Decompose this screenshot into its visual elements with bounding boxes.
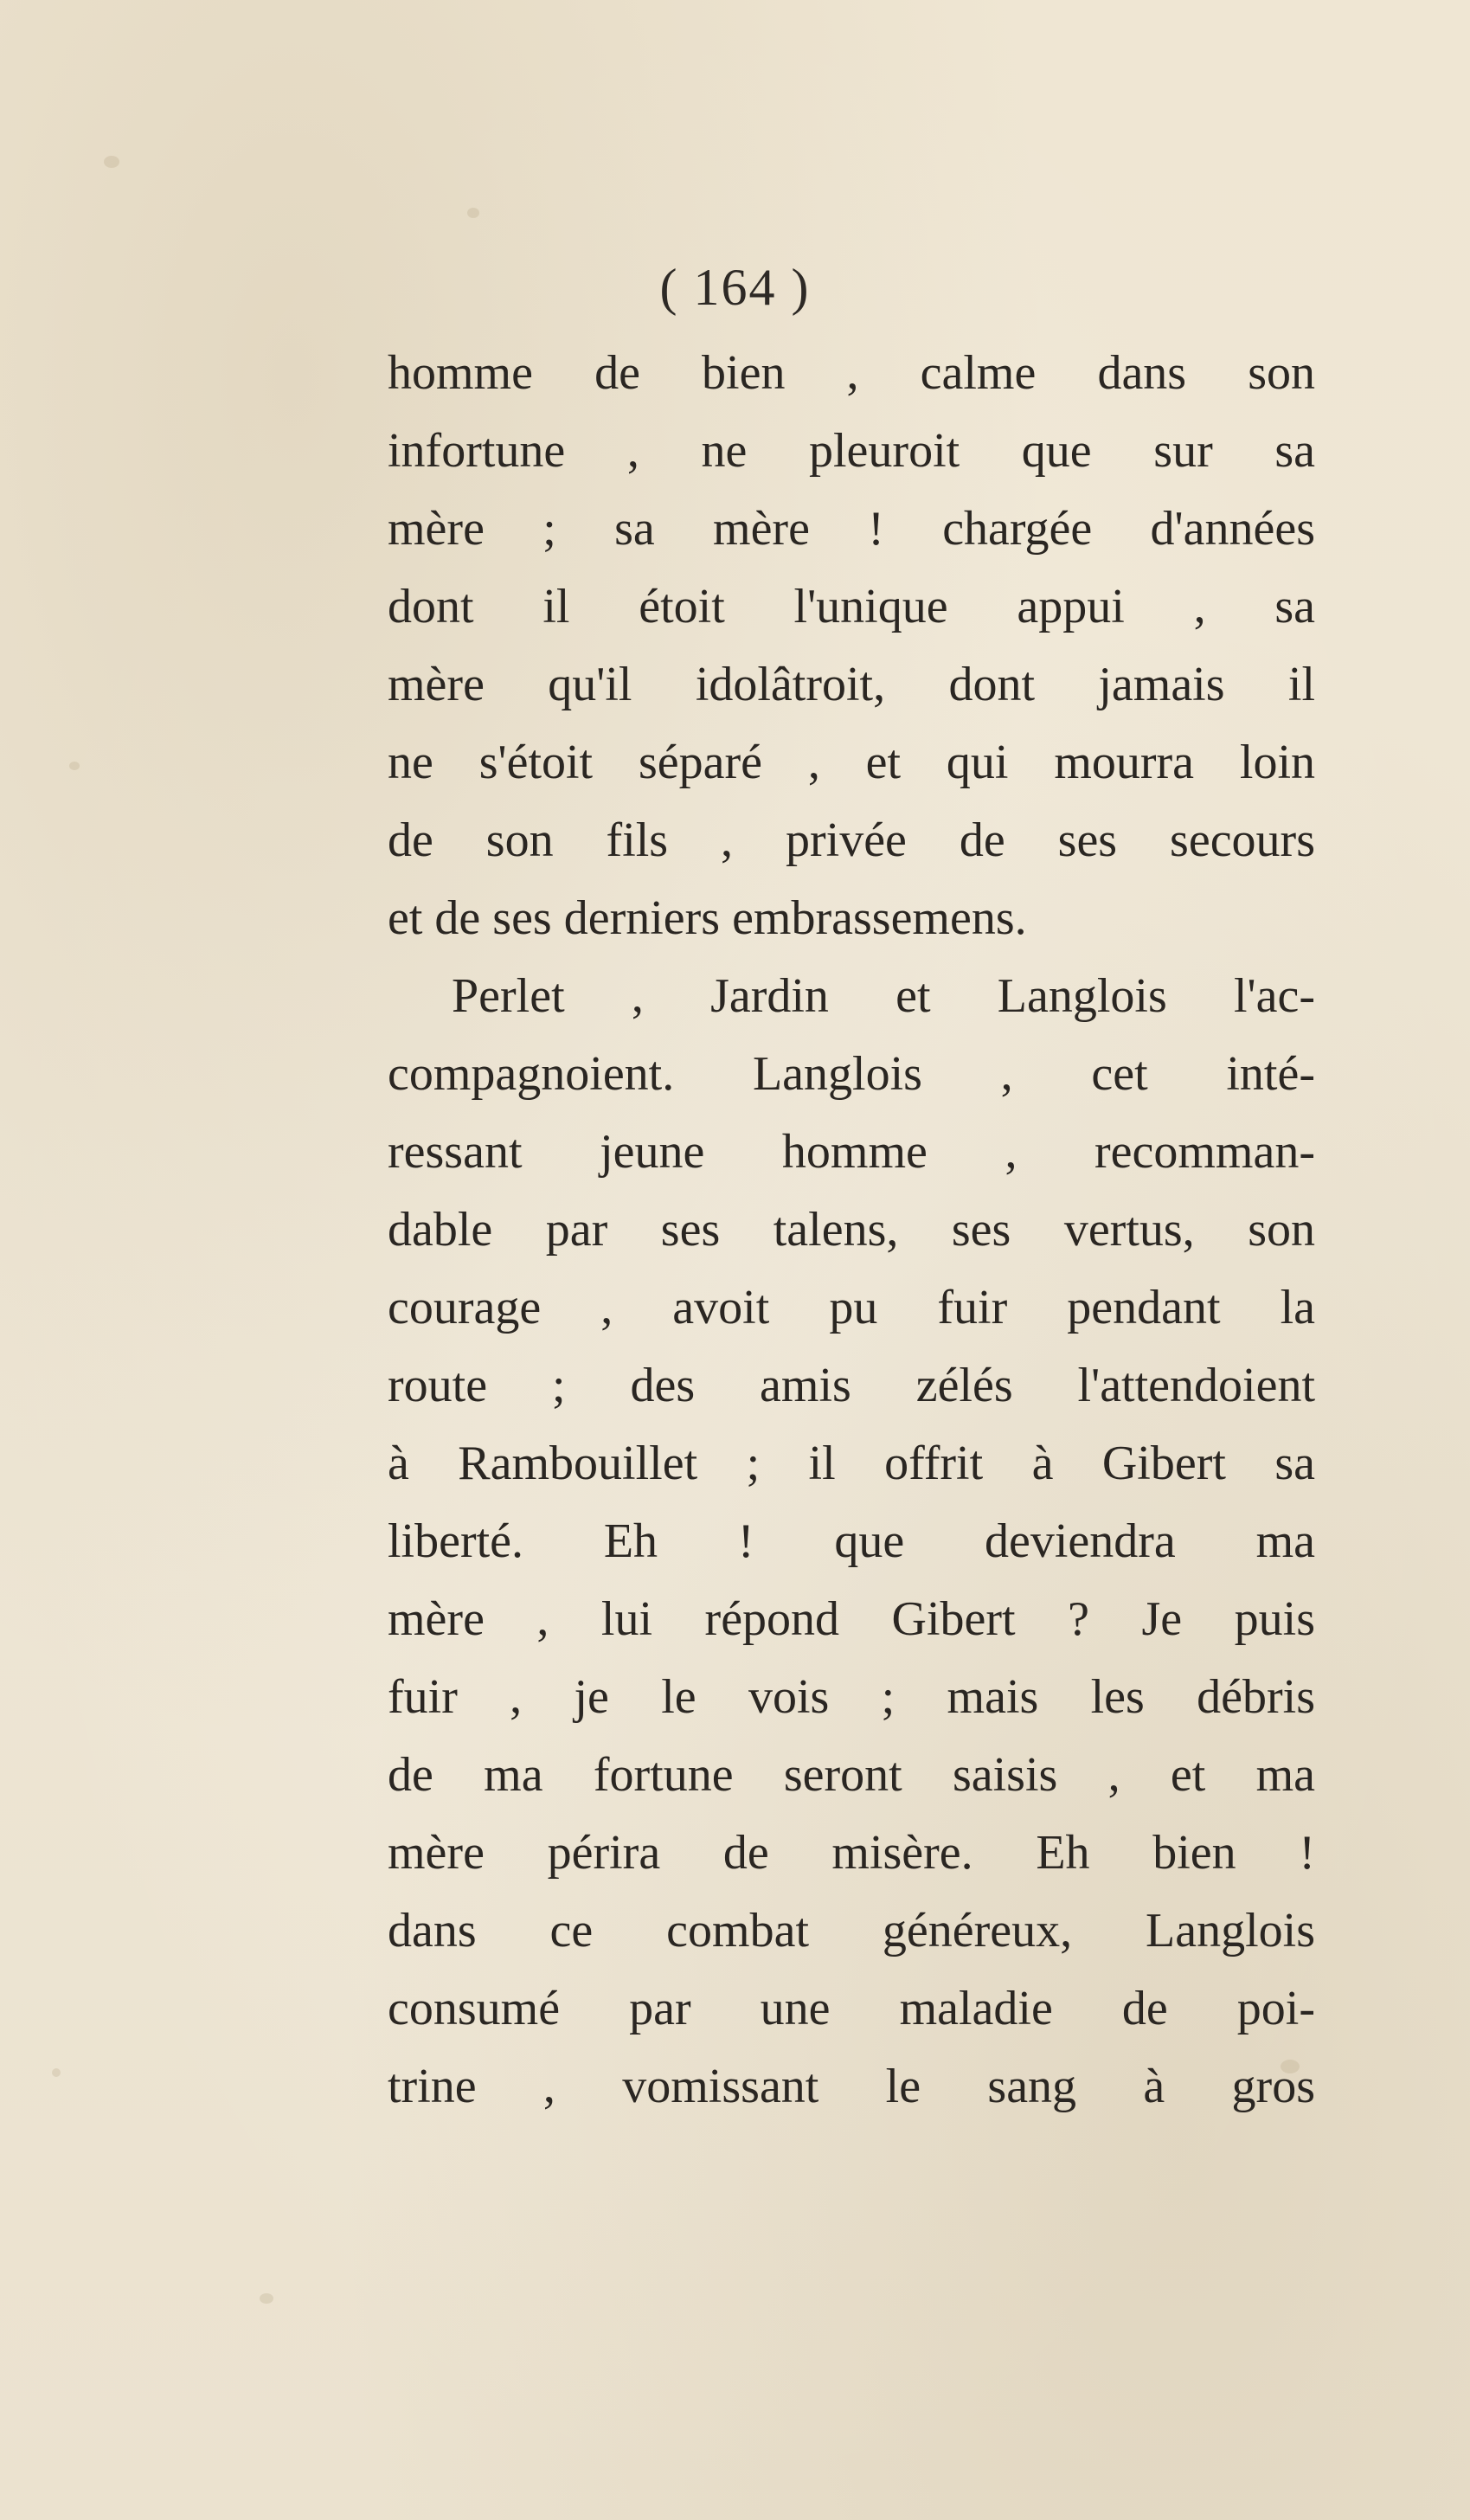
text-line: Perlet , Jardin et Langlois l'ac-	[452, 969, 1315, 1023]
text-line: mère , lui répond Gibert ? Je puis	[388, 1592, 1315, 1646]
body-text	[388, 334, 1315, 2125]
text-line: mère ; sa mère ! chargée d'années	[388, 502, 1315, 556]
text-line: consumé par une maladie de poi-	[388, 1982, 1315, 2035]
text-line: de ma fortune seront saisis , et ma	[388, 1748, 1315, 1802]
text-line: dable par ses talens, ses vertus, son	[388, 1203, 1315, 1257]
text-line: de son fils , privée de ses secours	[388, 813, 1315, 867]
text-line: à Rambouillet ; il offrit à Gibert sa	[388, 1437, 1315, 1490]
text-line: mère qu'il idolâtroit, dont jamais il	[388, 658, 1315, 711]
text-line: dont il étoit l'unique appui , sa	[388, 580, 1315, 633]
text-line: fuir , je le vois ; mais les débris	[388, 1670, 1315, 1724]
text-line: mère périra de misère. Eh bien !	[388, 1826, 1315, 1880]
text-line: route ; des amis zélés l'attendoient	[388, 1359, 1315, 1412]
paper-stain	[260, 2293, 273, 2304]
paper-stain	[69, 762, 80, 770]
text-line: et de ses derniers embrassemens.	[388, 891, 1027, 945]
paper-stain	[104, 156, 119, 168]
paper-stain	[52, 2068, 61, 2077]
text-line: ne s'étoit séparé , et qui mourra loin	[388, 736, 1315, 789]
text-line: compagnoient. Langlois , cet inté-	[388, 1047, 1315, 1101]
page-number: ( 164 )	[659, 259, 811, 316]
text-line: liberté. Eh ! que deviendra ma	[388, 1514, 1315, 1568]
paper-stain	[467, 208, 479, 218]
text-line: ressant jeune homme , recomman-	[388, 1125, 1315, 1179]
text-line: dans ce combat généreux, Langlois	[388, 1904, 1315, 1958]
text-line: courage , avoit pu fuir pendant la	[388, 1281, 1315, 1334]
text-line: trine , vomissant le sang à gros	[388, 2060, 1315, 2113]
text-line: homme de bien , calme dans son	[388, 346, 1315, 400]
text-line: infortune , ne pleuroit que sur sa	[388, 424, 1315, 478]
